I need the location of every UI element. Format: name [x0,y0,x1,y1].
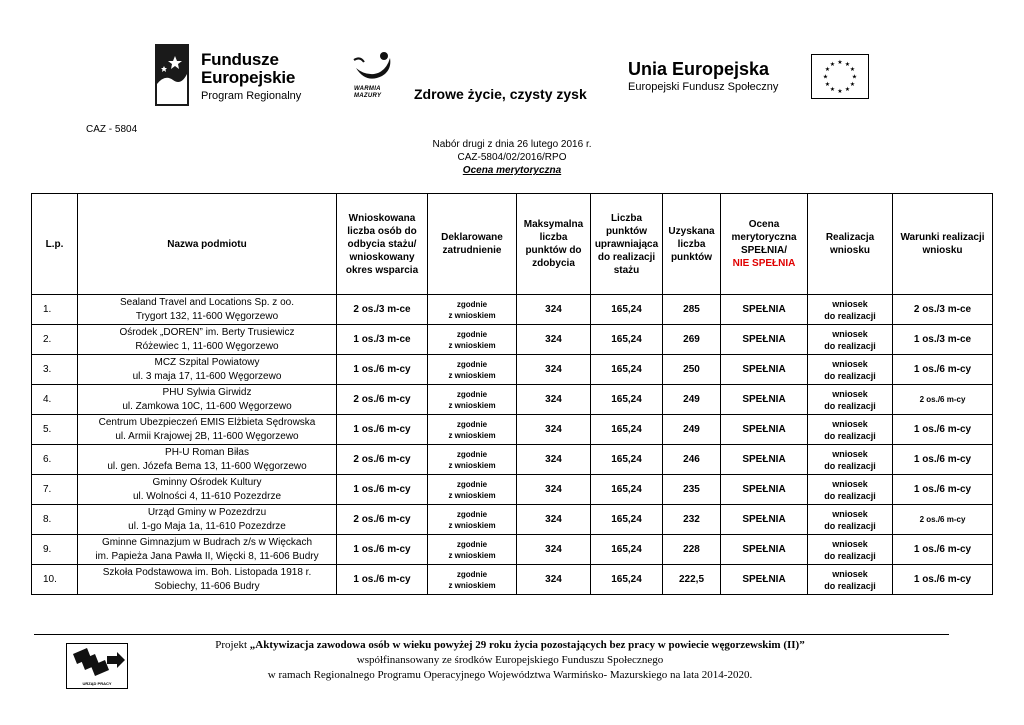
row-entity [78,295,337,325]
header-conditions: Warunki realizacji wniosku [893,194,993,295]
row-realization [808,505,893,535]
row-entity-name: Gminne Gimnazjum w Budrach z/s w Więckach [101,536,313,548]
row-max-points: 324 [517,295,591,325]
table-row [32,535,993,565]
footer-line2: współfinansowany ze środków Europejskiego Funduszu Społecznego [356,654,664,666]
header-name: Nazwa podmiotu [78,194,337,295]
footer-text [150,638,870,683]
footer-line3: w ramach Regionalnego Programu Operacyjnego Województwa Warmińsko- Mazurskiego na lata 2014-2020. [267,669,753,681]
row-rating: SPEŁNIA [721,535,808,565]
row-conditions: 2 os./6 m-cy [893,385,993,415]
svg-text:★: ★ [837,89,843,95]
row-entity [78,445,337,475]
row-lp: 8. [32,505,78,535]
row-realization-line2: do realizacji [824,490,876,501]
row-declared [428,445,517,475]
row-conditions: 1 os./3 m-ce [893,325,993,355]
warmia-mazury-mark-icon [352,50,402,86]
row-declared [428,415,517,445]
row-lp: 3. [32,355,78,385]
urzad-pracy-logo [66,643,128,689]
row-realization [808,415,893,445]
document-line2: CAZ-5804/02/2016/RPO [457,152,567,163]
ue-title: Unia Europejska [628,59,770,79]
row-realization [808,475,893,505]
table-row [32,475,993,505]
table-row [32,445,993,475]
document-code: CAZ - 5804 [86,124,138,135]
row-realization-line2: do realizacji [824,310,876,321]
row-entity-name: Gminny Ośrodek Kultury [152,476,262,488]
row-conditions: 1 os./6 m-cy [893,565,993,595]
row-entity-name: MCZ Szpital Powiatowy [154,356,260,368]
row-rating: SPEŁNIA [721,475,808,505]
table-header-row [32,194,993,295]
wm-brand-line1: WARMIA [354,86,381,92]
row-obtained: 222,5 [663,565,721,595]
row-entity-name: Ośrodek „DOREN” im. Berty Trusiewicz [119,326,295,338]
row-entity-address: ul. Armii Krajowej 2B, 11-600 Węgorzewo [115,430,299,442]
row-entity [78,565,337,595]
row-declared [428,325,517,355]
row-threshold: 165,24 [591,355,663,385]
row-requested: 1 os./6 m-cy [337,535,428,565]
svg-text:★: ★ [849,82,856,88]
row-realization-line2: do realizacji [824,460,876,471]
table-row [32,385,993,415]
row-obtained: 250 [663,355,721,385]
row-declared-line2: z wnioskiem [448,580,496,590]
row-realization-line2: do realizacji [824,430,876,441]
table-row [32,325,993,355]
row-declared-line1: zgodnie [456,389,488,399]
row-declared-line1: zgodnie [456,419,488,429]
row-entity-name: Urząd Gminy w Pozezdrzu [147,506,267,518]
row-entity-address: Trygort 132, 11-600 Węgorzewo [135,310,279,322]
row-threshold: 165,24 [591,415,663,445]
urzad-pracy-label: URZĄD PRACY [82,681,112,686]
row-realization-line1: wniosek [832,568,868,579]
row-declared [428,535,517,565]
row-obtained: 249 [663,385,721,415]
row-declared-line2: z wnioskiem [448,550,496,560]
row-realization-line2: do realizacji [824,580,876,591]
row-realization-line1: wniosek [832,448,868,459]
svg-text:★: ★ [829,62,836,68]
row-realization-line1: wniosek [832,478,868,489]
row-lp: 4. [32,385,78,415]
row-entity [78,475,337,505]
row-entity-address: Sobiechy, 11-606 Budry [154,580,260,592]
row-declared [428,565,517,595]
row-entity [78,505,337,535]
row-declared-line1: zgodnie [456,449,488,459]
row-max-points: 324 [517,535,591,565]
row-declared-line2: z wnioskiem [448,520,496,530]
row-declared-line1: zgodnie [456,359,488,369]
row-declared-line1: zgodnie [456,299,488,309]
header-lp: L.p. [32,194,78,295]
row-entity-address: ul. 1-go Maja 1a, 11-610 Pozezdrze [128,520,286,532]
row-lp: 9. [32,535,78,565]
row-realization-line2: do realizacji [824,550,876,561]
row-entity [78,355,337,385]
row-realization-line1: wniosek [832,298,868,309]
row-entity-address: ul. 3 maja 17, 11-600 Węgorzewo [132,370,282,382]
svg-text:★: ★ [849,67,856,73]
row-declared [428,295,517,325]
row-declared-line1: zgodnie [456,539,488,549]
svg-text:★: ★ [824,82,831,88]
row-entity-name: Centrum Ubezpieczeń EMIS Elżbieta Sędrowska [98,416,316,428]
row-entity-name: PH-U Roman Biłas [165,446,249,458]
svg-text:★: ★ [844,87,851,93]
ue-subtitle: Europejski Fundusz Społeczny [628,81,779,93]
row-realization-line1: wniosek [832,358,868,369]
fe-line3: Program Regionalny [201,90,302,102]
row-conditions: 2 os./3 m-ce [893,295,993,325]
row-requested: 2 os./6 m-cy [337,385,428,415]
row-max-points: 324 [517,475,591,505]
row-declared [428,385,517,415]
warmia-mazury-logo [352,50,592,110]
table-row [32,355,993,385]
row-obtained: 235 [663,475,721,505]
row-max-points: 324 [517,565,591,595]
row-entity [78,385,337,415]
fe-line2: Europejskie [201,68,296,87]
row-max-points: 324 [517,355,591,385]
row-realization [808,295,893,325]
svg-text:★: ★ [824,67,831,73]
footer-prefix: Projekt [215,639,250,651]
row-realization [808,535,893,565]
row-requested: 1 os./3 m-ce [337,325,428,355]
row-conditions: 1 os./6 m-cy [893,415,993,445]
row-declared [428,355,517,385]
row-realization [808,445,893,475]
row-obtained: 228 [663,535,721,565]
header-max-points: Maksymalna liczba punktów do zdobycia [517,194,591,295]
eu-flag-icon [811,54,869,99]
header-requested: Wnioskowana liczba osób do odbycia stażu/ wnioskowany okres wsparcia [337,194,428,295]
row-conditions: 1 os./6 m-cy [893,535,993,565]
row-lp: 2. [32,325,78,355]
row-declared-line1: zgodnie [456,479,488,489]
row-lp: 1. [32,295,78,325]
header-rating [721,194,808,295]
row-requested: 1 os./6 m-cy [337,565,428,595]
svg-text:★: ★ [829,87,836,93]
document-heading [312,138,712,177]
svg-text:★: ★ [837,60,843,66]
row-entity-address: Różewiec 1, 11-600 Węgorzewo [135,340,279,352]
row-max-points: 324 [517,325,591,355]
row-obtained: 269 [663,325,721,355]
row-entity-address: ul. gen. Józefa Bema 13, 11-600 Węgorzewo [107,460,307,472]
row-entity [78,415,337,445]
row-realization-line1: wniosek [832,508,868,519]
header-threshold: Liczba punktów uprawniająca do realizacji stażu [591,194,663,295]
row-rating: SPEŁNIA [721,325,808,355]
table-row [32,505,993,535]
row-realization-line1: wniosek [832,418,868,429]
row-requested: 1 os./6 m-cy [337,415,428,445]
row-rating: SPEŁNIA [721,445,808,475]
row-obtained: 285 [663,295,721,325]
svg-text:★: ★ [822,74,829,81]
header-realization: Realizacja wniosku [808,194,893,295]
row-declared-line2: z wnioskiem [448,310,496,320]
results-table [31,193,993,595]
footer-divider [34,634,949,635]
row-threshold: 165,24 [591,565,663,595]
row-entity-name: Sealand Travel and Locations Sp. z oo. [119,296,294,308]
row-conditions: 2 os./6 m-cy [893,505,993,535]
footer-project: „Aktywizacja zawodowa osób w wieku powyżej 29 roku życia pozostających bez pracy w powiecie węgorzewskim (II)” [249,639,805,651]
fundusze-europejskie-logo [155,44,315,106]
row-max-points: 324 [517,415,591,445]
document-title: Ocena merytoryczna [462,165,562,176]
row-obtained: 249 [663,415,721,445]
row-requested: 2 os./6 m-cy [337,445,428,475]
row-entity-address: ul. Wolności 4, 11-610 Pozezdrze [132,490,282,502]
row-realization [808,355,893,385]
header-rating-line3: NIE SPEŁNIA [732,258,796,269]
header-declared: Deklarowane zatrudnienie [428,194,517,295]
row-entity-name: PHU Sylwia Girwidz [162,386,252,398]
row-entity-name: Szkoła Podstawowa im. Boh. Listopada 1918 r. [102,566,312,578]
row-threshold: 165,24 [591,295,663,325]
row-declared [428,475,517,505]
table-row [32,415,993,445]
row-realization-line1: wniosek [832,328,868,339]
row-realization-line1: wniosek [832,538,868,549]
row-conditions: 1 os./6 m-cy [893,475,993,505]
wm-brand-line2: MAZURY [354,93,382,99]
row-rating: SPEŁNIA [721,355,808,385]
row-declared-line1: zgodnie [456,509,488,519]
row-max-points: 324 [517,385,591,415]
header-rating-line2: SPEŁNIA/ [740,245,788,256]
row-requested: 2 os./3 m-ce [337,295,428,325]
row-requested: 2 os./6 m-cy [337,505,428,535]
fe-flag-icon [155,44,189,106]
row-lp: 6. [32,445,78,475]
row-rating: SPEŁNIA [721,295,808,325]
row-requested: 1 os./6 m-cy [337,355,428,385]
document-line1: Nabór drugi z dnia 26 lutego 2016 r. [432,139,592,150]
row-declared-line1: zgodnie [456,569,488,579]
row-declared-line2: z wnioskiem [448,490,496,500]
row-conditions: 1 os./6 m-cy [893,445,993,475]
row-realization-line2: do realizacji [824,340,876,351]
row-threshold: 165,24 [591,505,663,535]
row-max-points: 324 [517,445,591,475]
row-rating: SPEŁNIA [721,505,808,535]
row-realization-line2: do realizacji [824,520,876,531]
footer-line1 [150,638,870,653]
row-rating: SPEŁNIA [721,415,808,445]
urzad-pracy-mark-icon [67,644,127,680]
row-realization-line2: do realizacji [824,400,876,411]
svg-text:★: ★ [844,62,851,68]
table-row [32,295,993,325]
row-declared [428,505,517,535]
row-lp: 7. [32,475,78,505]
row-conditions: 1 os./6 m-cy [893,355,993,385]
row-declared-line2: z wnioskiem [448,430,496,440]
row-entity [78,535,337,565]
row-entity-address: ul. Zamkowa 10C, 11-600 Węgorzewo [122,400,292,412]
row-declared-line2: z wnioskiem [448,340,496,350]
row-lp: 5. [32,415,78,445]
row-realization-line2: do realizacji [824,370,876,381]
row-requested: 1 os./6 m-cy [337,475,428,505]
row-threshold: 165,24 [591,385,663,415]
wm-brand [354,86,381,100]
row-declared-line2: z wnioskiem [448,370,496,380]
row-realization [808,325,893,355]
row-entity [78,325,337,355]
row-threshold: 165,24 [591,535,663,565]
svg-text:★: ★ [851,74,858,81]
fe-line1: Fundusze [201,50,279,69]
row-realization-line1: wniosek [832,388,868,399]
row-declared-line1: zgodnie [456,329,488,339]
row-obtained: 232 [663,505,721,535]
row-realization [808,385,893,415]
row-rating: SPEŁNIA [721,565,808,595]
row-threshold: 165,24 [591,445,663,475]
wm-slogan: Zdrowe życie, czysty zysk [414,86,587,102]
row-lp: 10. [32,565,78,595]
row-declared-line2: z wnioskiem [448,460,496,470]
row-realization [808,565,893,595]
row-declared-line2: z wnioskiem [448,400,496,410]
row-entity-address: im. Papieża Jana Pawła II, Więcki 8, 11-606 Budry [95,550,319,562]
table-row [32,565,993,595]
row-max-points: 324 [517,505,591,535]
header-obtained: Uzyskana liczba punktów [663,194,721,295]
row-threshold: 165,24 [591,325,663,355]
unia-europejska-logo [628,54,873,102]
row-obtained: 246 [663,445,721,475]
header-rating-line1: Ocena merytoryczna [731,219,797,243]
row-threshold: 165,24 [591,475,663,505]
row-rating: SPEŁNIA [721,385,808,415]
